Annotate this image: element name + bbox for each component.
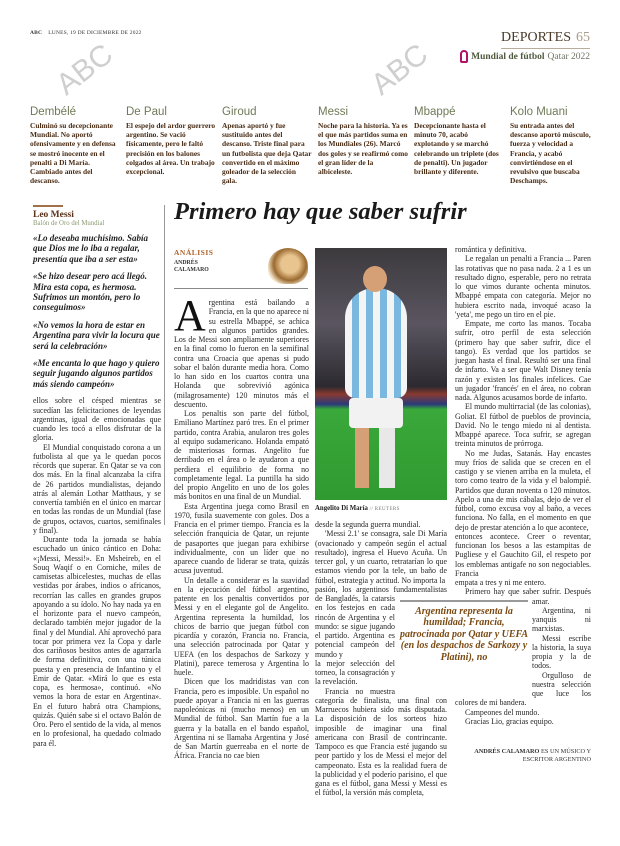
- player-figure: [355, 428, 395, 488]
- player-rating: [510, 106, 600, 185]
- paragraph: empata a tres y ni me entero.: [455, 578, 546, 587]
- divider: [33, 205, 63, 207]
- mundial-label: Mundial de fútbol: [471, 51, 545, 62]
- kicker: ANÁLISIS: [174, 248, 214, 257]
- paragraph: Campeones del mundo.: [465, 707, 540, 717]
- paragraph: ellos sobre el césped mientras se sucedían las felicitaciones de leyendas argentinas, igual de emocionadas que cuando les tocó a ellos disfrutar de la gloria.: [33, 396, 161, 443]
- page-header-left: [30, 30, 142, 36]
- messi-quotes-sidebar: [33, 205, 161, 748]
- player-rating: [222, 106, 312, 185]
- drop-cap: A: [174, 291, 206, 340]
- caption-text: Angelito Di María: [315, 505, 368, 512]
- pull-quote: Argentina representa la humildad; Francia, patrocinada por Qatar y UEFA (en los despachos de Sarkozy y Platini), no: [400, 600, 528, 663]
- page-number: 65: [576, 30, 590, 45]
- headline: Primero hay que saber sufrir: [174, 198, 467, 225]
- paragraph: No me Judas, Satanás. Hay encastes muy fríos de salida que se crecen en el castigo y se vienen arriba en la muleta, el toro como teatro de la vida y el balompié. Partidos que duran noventa o 120 minutos. Apelo a una de mis cábalas, dejo de ver el fútbol, como excusa voy al baño, a veces funciona. No falla, en el momento en que dejo de prestar atención a lo que acontece,: [455, 448, 591, 532]
- paragraph: la mejor selección del torneo, la consagración y la revelación.: [315, 658, 395, 687]
- quote: «No vemos la hora de estar en Argentina para vivir la locura que será la celebración»: [33, 319, 160, 351]
- player-rating: [318, 106, 408, 185]
- player-figure: [349, 398, 403, 428]
- player-figure: [345, 288, 407, 398]
- player-name: De Paul: [126, 106, 167, 118]
- sidebar-name: Leo Messi: [33, 210, 74, 220]
- divider: [174, 288, 308, 289]
- article-column-3: [455, 245, 591, 764]
- player-verdict: Noche para la historia. Ya es el que más partidos suma en los Mundiales (26). Marcó dos goles y se reafirmó como el gran líder de la albiceleste.: [318, 121, 408, 177]
- competition-banner: [460, 50, 590, 63]
- author-signature: [455, 748, 591, 764]
- player-rating: [414, 106, 504, 185]
- brand: ABC: [30, 30, 43, 36]
- quote: «Me encanta lo que hago y quiero seguir jugando algunos partidos más siendo campeón»: [33, 358, 160, 389]
- player-name: Messi: [318, 106, 349, 118]
- paragraph: Los penaltis son parte del fútbol, Emiliano Martínez paró tres. En el primer partido, contra Arabia, anularon tres goles al equipo sudamericano. Holanda empató de misteriosas formas. Angelito fue derribado en el área o le ayudaron a que perdiera el equilibrio de forma no completamente legal. La puntilla ha sido del propio Angelito en uno de los goles más bonitos en una final de un Mundial.: [174, 409, 309, 502]
- photo-di-maria: [315, 248, 447, 500]
- paragraph: Un detalle a considerar es la suavidad en la ejecución del fútbol argentino, patente en los penaltis convertidos por Messi y en el elegante gol de Angelito. Argentina representa la humildad, los chicos de barrio que juegan fútbol con picardía y corazón, Francia no. Francia, una selección patrocinada por Qatar y UEFA (en los despachos de Sarkozy y Platini), parece temerosa y Argentina lo huele.: [174, 575, 309, 677]
- paragraph: El mundo multirracial (de las colonias), Goliat. El fútbol de pueblos de provincia, David. No le tengo miedo ni al dentista. Mbappé aparece. Toca sufrir, se agregan treinta minutos de prórroga.: [455, 402, 591, 449]
- paragraph: Primero hay que saber sufrir. Después amar.: [465, 587, 591, 606]
- player-rating: [30, 106, 120, 185]
- paragraph: desde la segunda guerra mundial.: [315, 520, 421, 529]
- signature-name: ANDRÉS CALAMARO: [474, 748, 540, 755]
- section-name: DEPORTES: [501, 30, 571, 45]
- paragraph: Le regalan un penalti a Francia ... Paren las rotativas que no pasa nada. 2 a 1 es un resultado digno, esperable, pero no retrata lo que vimos durante ochenta minutos. Mbappé empata con categoría. Mejor no hubiera escrito nada, invoqué acaso la 'yeta', me pego un tiro en el pie.: [455, 254, 591, 319]
- paragraph: Esta Argentina juega como Brasil en 1970, fusila suavemente con goles. Dos a Francia en el primer tiempo. Francia es la selección franquicia de Qatar, un rejunte de pasaportes que juegan para exhibirse individualmente, con un líder que no aparece cuando de liderar se trata, quizás acusa juventud.: [174, 501, 309, 576]
- quote: «Se hizo desear pero acá llegó. Mira esta copa, es hermosa. Sufrimos un montón, pero lo conseguimos»: [33, 271, 147, 313]
- quote: «Lo deseaba muchísimo. Sabía que Dios me lo iba a regalar, presentía que iba a ser esta»: [33, 233, 149, 264]
- article-column-1: [174, 291, 309, 761]
- player-rating: [126, 106, 216, 185]
- paragraph: Argentina, ni yanquis ni marxistas.: [532, 605, 591, 634]
- column-divider: [164, 205, 165, 525]
- paragraph: pasión, los argentinos fundamentalistas de Bangladés, la catarsis en los festejos en cada rincón de Argentina y el mundo: se sigue jugando el partido. Argentina es potencial campeón del mundo y: [315, 584, 447, 659]
- watermark: ABC: [365, 37, 435, 102]
- player-verdict: Su entrada antes del descanso aportó músculo, fuerza y velocidad a Francia, y acabó convirtiéndose en el revulsivo que buscaba Deschamps.: [510, 121, 591, 186]
- paragraph: romántica y definitiva.: [455, 245, 527, 254]
- paragraph: El Mundial conquistado corona a un futbolista al que ya le quedan pocos récords que superar. En Qatar se va con dos más. En la final alcanzaba la cifra de 26 partidos mundialistas, dejando atrás al alemán Lothar Matthaus, y se convertía también en el único en marcar en todas las rondas de un Mundial (fase de grupos, octavos, cuartos, semifinales y final).: [33, 442, 161, 535]
- player-name: Dembélé: [30, 106, 77, 118]
- paragraph: 'Messi 2.1' se consagra, sale Di María (ovacionado y campeón según el actual resultado), ingresa el Huevo Acuña. Un tercer gol, y un cuarto, retratarían lo que estamos viendo por la tele, un baño de fútbol, estrategia y actitud. No importa la: [315, 529, 447, 585]
- author-portrait: [268, 248, 308, 284]
- paragraph: Messi escribe la historia, la suya propia y la de todos.: [532, 633, 591, 671]
- sidebar-subtitle: Balón de Oro del Mundial: [33, 220, 105, 227]
- photo-credit: // REUTERS: [369, 507, 400, 512]
- player-verdict: Apenas aportó y fue sustituido antes del descanso. Triste final para un futbolista que deja Qatar convertido en el máximo goleador de la selección gala.: [222, 121, 312, 186]
- paragraph: Francia no muestra categoría de finalista, una final con Marruecos hubiera sido más disputada. La disposición de los sorteos hizo imposible de imaginar una final americana con Brasil de contrincante. Tampoco es que Francia esté jugando su peor partido y los de Messi el mejor del campeonato. Esta es la realidad fuera de la publicidad y el poderío parisino, el que gana es el fútbol, gana Messi y Messi es el fútbol, la versión más completa,: [315, 686, 447, 798]
- paragraph: entonces acontece. Creer o reventar, funcionan los besos a las estampitas de Pugliese y el Gauchito Gil, el respeto por los emblemas antigafe no son negociables. Francia: [455, 531, 591, 578]
- player-ratings: [30, 106, 600, 185]
- paragraph: Dicen que los madridistas van con Francia, pero es imposible. Un español no puede apoyar a Francia ni en las guerras napoleónicas ni (mucho menos) en un Mundial de fútbol. San Martín fue a la guerra y la batalla en el bando español, Argentina ni se llamaba Argentina y José de San Martín guerreaba en el norte de África. Francia no cae bien: [174, 677, 309, 761]
- paragraph: Empate, me corto las manos. Tocaba sufrir, otro perfil de esta selección (primero hay que saber sufrir, dice el tango). Es verdad que los partidos se juegan hasta el final. Resultó ser una final de infarto. Va a ser que Walt Disney tenía razón y existen los finales infelices. Cae un jugador 'francés' en el área, no cobran nada. Algunos acusamos borde de infarto.: [455, 319, 591, 402]
- player-name: Kolo Muani: [510, 106, 568, 118]
- watermark: ABC: [50, 37, 120, 102]
- player-verdict: Decepcionante hasta el minuto 70, acabó explotando y se marchó celebrando un triplete (dos de penalti). Un jugador brillante y diferente.: [414, 121, 499, 177]
- author-byline: ANDRÉS CALAMARO: [174, 260, 209, 273]
- player-verdict: El espejo del ardor guerrero argentino. Se vació físicamente, pero le faltó precisión en los balones colgados al área. Un trabajo excepcional.: [126, 121, 216, 177]
- sidebar-body: [33, 396, 161, 748]
- paragraph-text: rgentina está bailando a Francia, en la que no aparece ni su estrella Mbappé, se achica en algunos partidos grandes. Los de Messi son ampliamente superiores en la final como lo fueron en la semifinal contra una Croacia que apenas si pudo sobar el balón durante media hora. Como lo han sido en los cuartos contra una Holanda que sobrevivió agónica (milagrosamente) 120 minutos más el descuento.: [174, 298, 309, 409]
- paragraph: Durante toda la jornada se había escuchado un único cántico en Doha: «¡Messi, Messi!». En Msheireb, en el Souq Waqif o en Corniche, miles de camisetas albicelestes, muchas de ellas vestidas por árabes, indios o africanos, recorrían las calles en grandes grupos apoyando a su ídolo. No hay nada ya en el horizonte para el nuevo campeón, declarado también mejor jugador de la final y del Mundial. Ahí aprovechó para tocar por primera vez la Copa y darle dos cariñosos besitos antes de agarrarla de forma definitiva, con una túnica puesta y en presencia de Infantino y el Emir de Qatar. «Mirá lo que es esta copa, es hermosa», continuó. «No vemos la hora de estar en Argentina». En el futuro habrá otra Champions, quizás. Quién sabe si el octavo Balón de Oro. Pero el sentido de la vida, al menos en lo profesional, ha quedado colmado para él.: [33, 535, 161, 748]
- player-verdict: Culminó su decepcionante Mundial. No aportó ofensivamente y en defensa se mostró inocente en el penalti a Di María. Cambiado antes del descanso.: [30, 121, 116, 186]
- player-name: Giroud: [222, 106, 257, 118]
- player-name: Mbappé: [414, 106, 456, 118]
- paragraph: Orgulloso de nuestra selección que luce los colores de mi bandera.: [455, 670, 591, 708]
- qatar-label: Qatar 2022: [547, 51, 590, 62]
- signature-text: ES UN MÚSICO Y ESCRITOR ARGENTINO: [522, 748, 591, 763]
- date: LUNES, 19 DE DICIEMBRE DE 2022: [48, 30, 142, 36]
- paragraph: [174, 291, 309, 409]
- paragraph: Gracias Lio, gracias equipo.: [465, 716, 554, 726]
- photo-caption: [315, 505, 400, 512]
- world-cup-trophy-icon: [460, 50, 468, 63]
- section-title: [501, 30, 590, 49]
